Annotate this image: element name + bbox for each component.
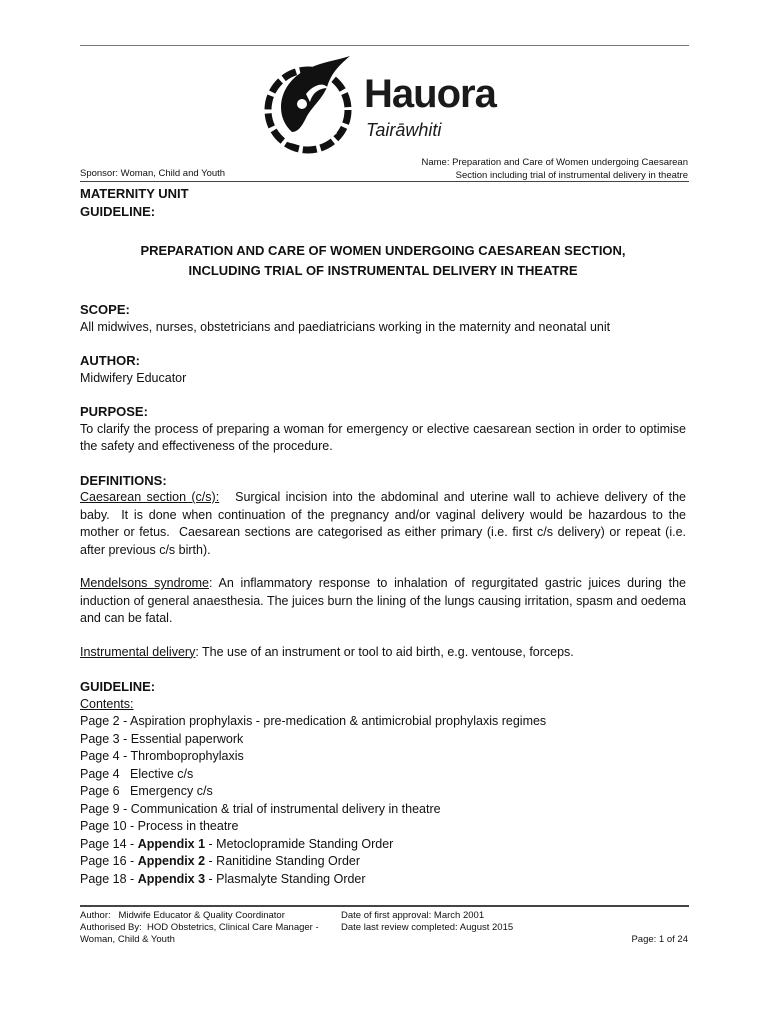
footer-last-review: Date last review completed: August 2015 xyxy=(341,922,514,933)
contents-label: Contents: xyxy=(80,696,134,711)
contents-item: Page 14 - Appendix 1 - Metoclopramide Standing Order xyxy=(80,836,394,851)
definition-text: : The use of an instrument or tool to aid birth, e.g. ventouse, forceps. xyxy=(195,644,574,659)
contents-item: Page 3 - Essential paperwork xyxy=(80,731,244,746)
logo-title: Hauora xyxy=(364,72,496,116)
contents-item: Page 4 Elective c/s xyxy=(80,766,194,781)
contents-item: Page 2 - Aspiration prophylaxis - pre-medication & antimicrobial prophylaxis regimes xyxy=(80,714,547,728)
sponsor-text: Sponsor: Woman, Child and Youth xyxy=(80,168,226,179)
contents-item: Page 16 - Appendix 2 - Ranitidine Standing Order xyxy=(80,854,361,868)
definitions-heading: DEFINITIONS: xyxy=(80,472,167,488)
definition-text: Surgical incision into the abdominal and uterine wall to achieve delivery of the baby. It is done when continuation of the pregnancy and/or vaginal delivery would be hazardous to the mother or fetus. Caesarean sections are categorised as either primary (i.e. first c/s delivery) or repeat (i.e. after previous c/s birth). xyxy=(80,490,690,557)
document-title xyxy=(80,241,686,281)
footer-first-approval: Date of first approval: March 2001 xyxy=(341,910,485,921)
author-heading: AUTHOR: xyxy=(80,353,140,368)
contents-list xyxy=(80,713,686,888)
definition-instrumental xyxy=(80,644,686,662)
footer-author: Author: Midwife Educator & Quality Coordinator xyxy=(80,910,285,921)
footer-author-block xyxy=(80,910,330,946)
definition-term: Mendelsons syndrome xyxy=(80,576,210,590)
header-rule xyxy=(80,181,689,182)
document-name-line2: Section including trial of instrumental delivery in theatre xyxy=(455,170,688,181)
page-number: Page: 1 of 24 xyxy=(631,934,688,945)
footer-authorised-line2: Woman, Child & Youth xyxy=(80,934,175,945)
author-text: Midwifery Educator xyxy=(80,370,187,385)
document-title-line1: PREPARATION AND CARE OF WOMEN UNDERGOING CAESAREAN SECTION, xyxy=(140,243,626,258)
definition-caesarean xyxy=(80,489,690,559)
footer-authorised-line1: Authorised By: HOD Obstetrics, Clinical Care Manager - xyxy=(80,922,319,933)
definition-text: : An inflammatory response to inhalation of regurgitated gastric juices during the induction of general anaesthesia. The juices burn the lining of the lungs causing irritation, spasm and oedema and can be fatal. xyxy=(80,576,686,625)
definition-term: Instrumental delivery xyxy=(80,644,196,659)
contents-item: Page 9 - Communication & trial of instrumental delivery in theatre xyxy=(80,801,441,816)
definition-term: Caesarean section (c/s): xyxy=(80,490,220,504)
unit-heading xyxy=(80,185,686,221)
contents-item: Page 6 Emergency c/s xyxy=(80,784,213,798)
definition-mendelsons xyxy=(80,575,686,628)
koru-emblem-icon xyxy=(262,54,358,158)
hauora-logo xyxy=(262,54,512,164)
contents-item: Page 18 - Appendix 3 - Plasmalyte Standing Order xyxy=(80,871,366,886)
logo-subtitle: Tairāwhiti xyxy=(366,120,442,140)
document-name-line1: Name: Preparation and Care of Women undergoing Caesarean xyxy=(421,157,688,168)
contents-item: Page 10 - Process in theatre xyxy=(80,819,239,833)
contents-item: Page 4 - Thromboprophylaxis xyxy=(80,749,244,763)
purpose-text: To clarify the process of preparing a woman for emergency or elective caesarean section in order to optimise the safety and effectiveness of the procedure. xyxy=(80,421,686,453)
scope-heading: SCOPE: xyxy=(80,302,130,317)
guideline-heading: GUIDELINE: xyxy=(80,679,156,694)
document-title-line2: INCLUDING TRIAL OF INSTRUMENTAL DELIVERY IN THEATRE xyxy=(188,263,578,278)
scope-text: All midwives, nurses, obstetricians and paediatricians working in the maternity and neonatal unit xyxy=(80,319,611,334)
top-rule xyxy=(80,45,689,46)
purpose-heading: PURPOSE: xyxy=(80,404,148,419)
unit-line2: GUIDELINE: xyxy=(80,204,156,219)
unit-line1: MATERNITY UNIT xyxy=(80,186,189,201)
document-body xyxy=(80,185,690,888)
footer-rule xyxy=(80,905,689,907)
document-name xyxy=(388,156,688,182)
footer-dates-block xyxy=(341,910,561,934)
